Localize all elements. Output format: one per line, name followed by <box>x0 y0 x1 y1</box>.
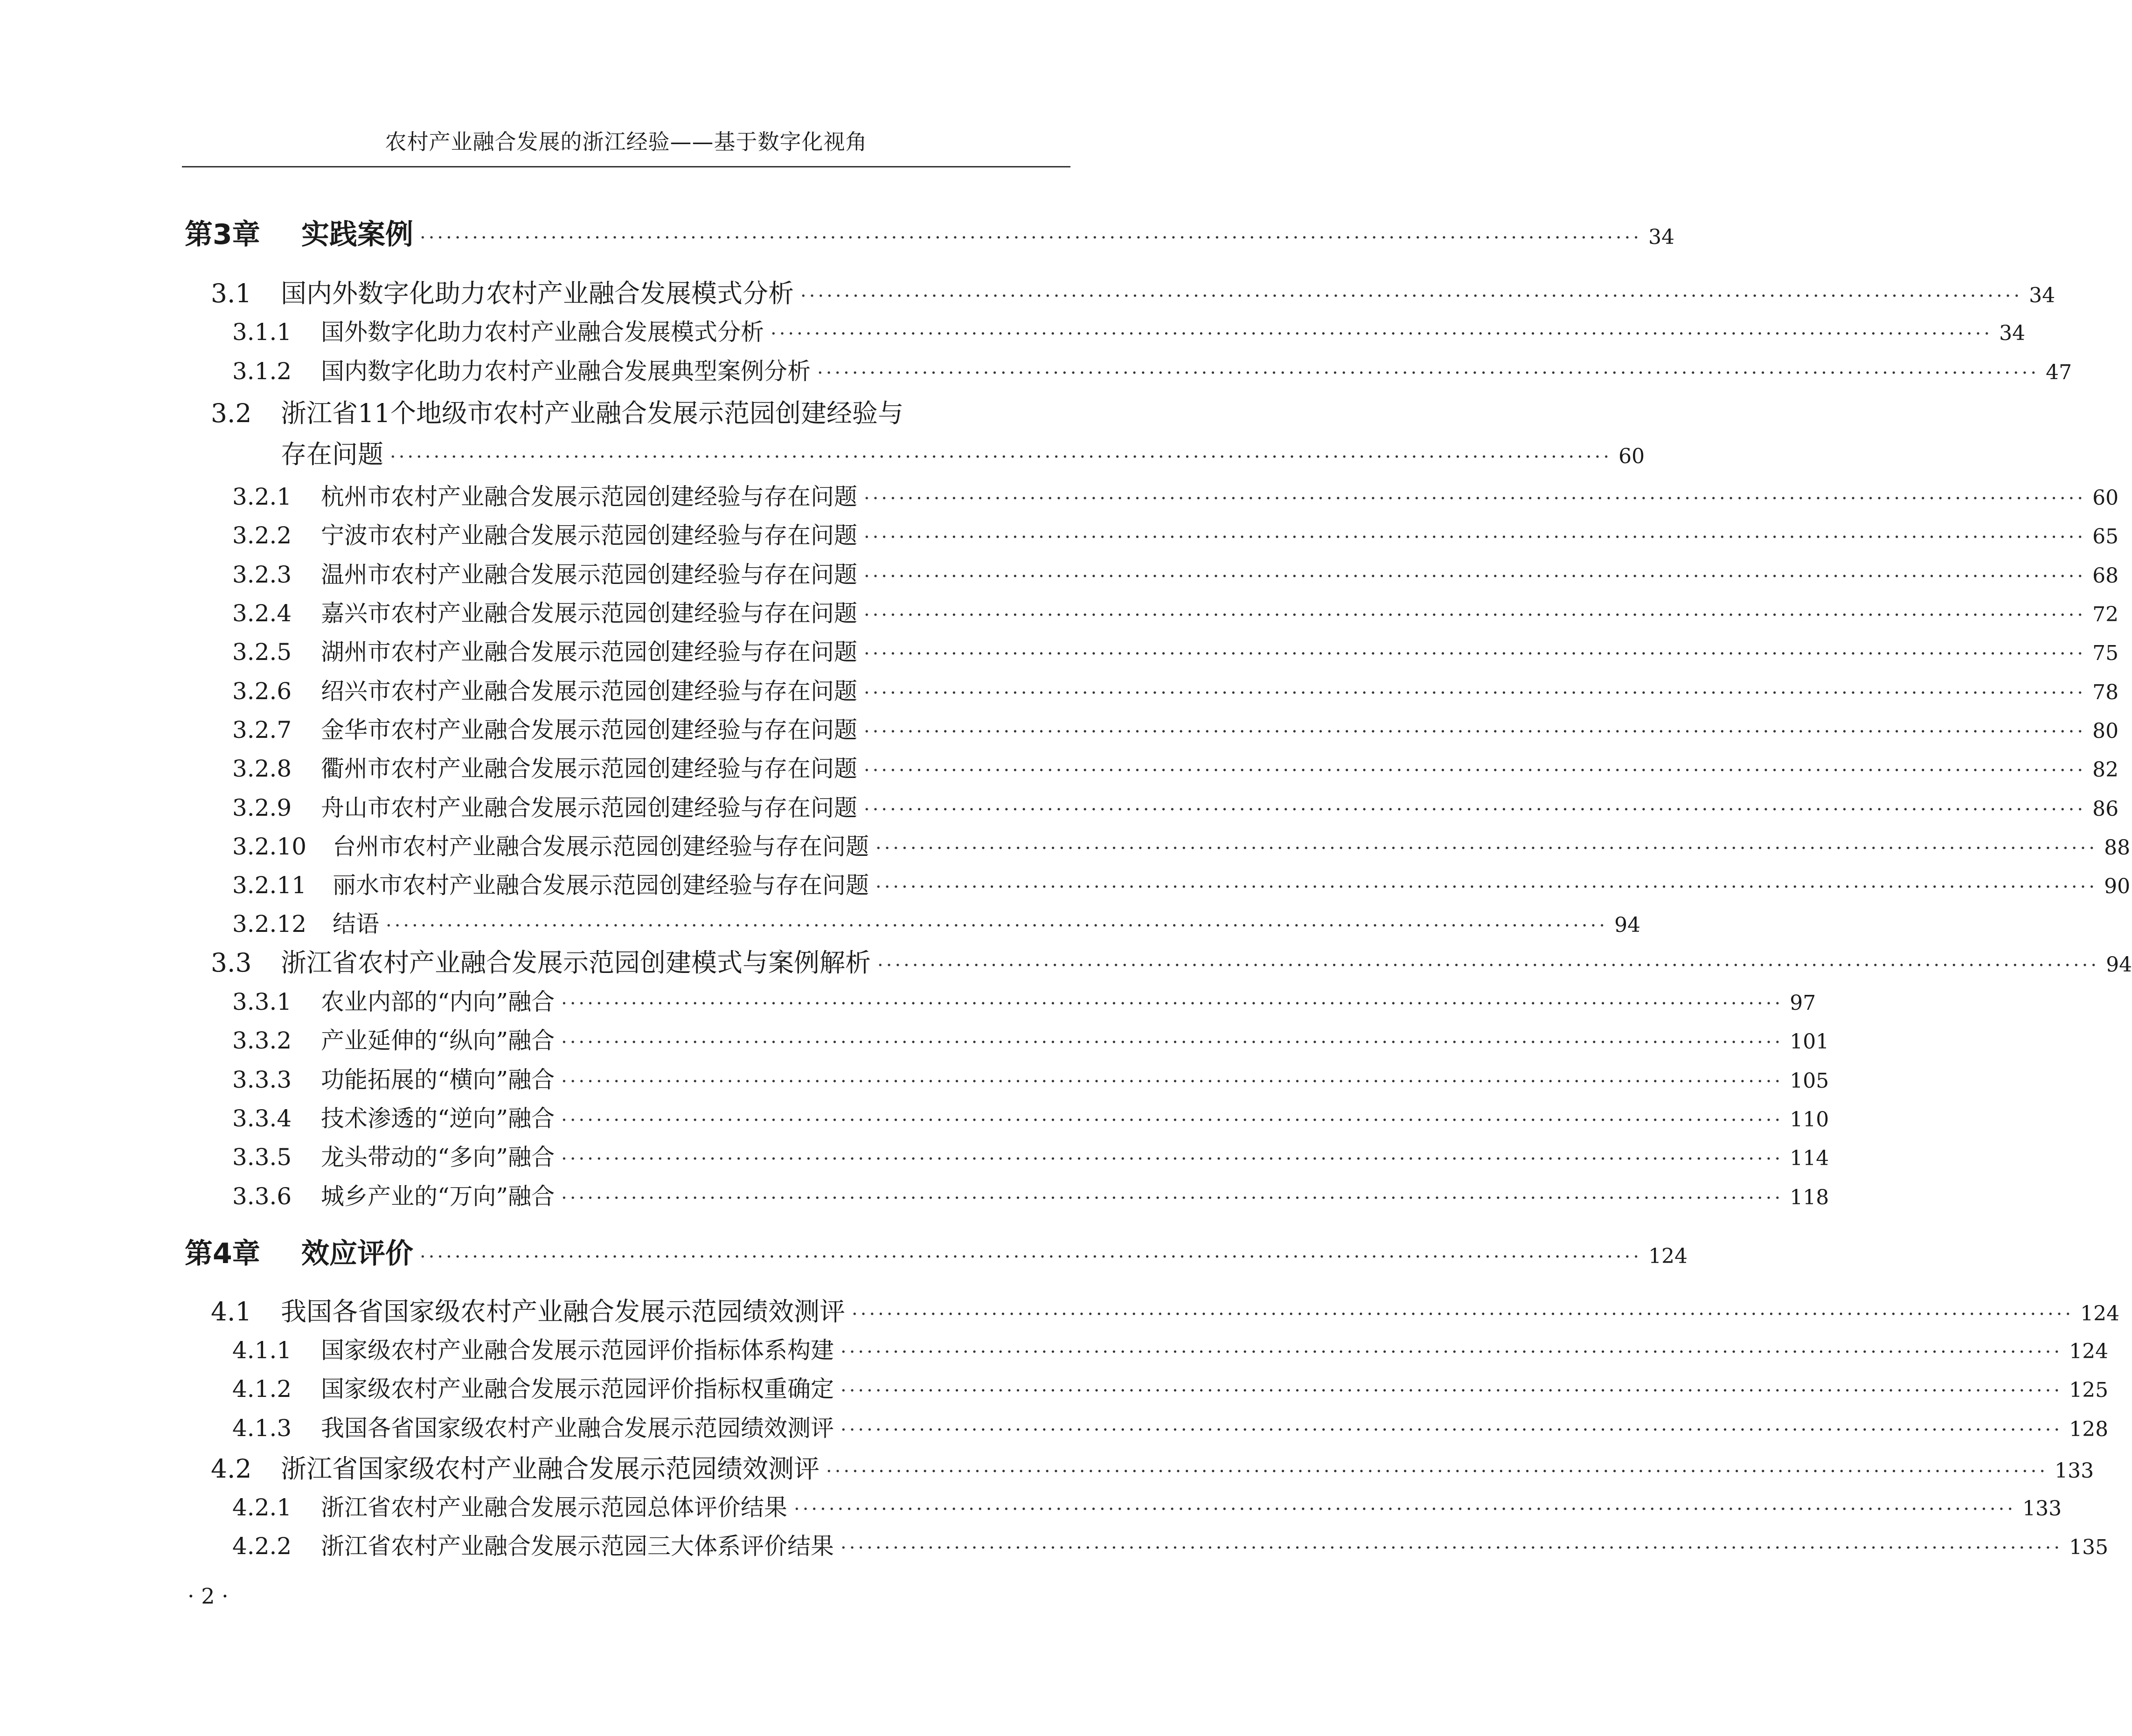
dot-leader: ············································································································································ <box>864 604 2086 626</box>
running-header: 农村产业融合发展的浙江经验——基于数字化视角 <box>385 129 868 154</box>
dot-leader: ············································································································································ <box>420 1246 1642 1268</box>
toc-page-number: 133 <box>2022 1497 2062 1521</box>
dot-leader: ············································································································································ <box>561 993 1784 1014</box>
toc-entry-number: 3.3.6 <box>232 1183 292 1210</box>
toc-entry-title: 衢州市农村产业融合发展示范园创建经验与存在问题 <box>321 755 857 782</box>
toc-entry-sub[interactable] <box>232 750 2119 784</box>
toc-entry-number: 第3章 <box>185 218 260 251</box>
toc-entry-number: 4.2 <box>211 1454 252 1484</box>
toc-entry-title: 效应评价 <box>301 1237 413 1270</box>
toc-page-number: 75 <box>2092 641 2119 665</box>
dot-leader: ············································································································································ <box>875 876 2098 898</box>
dot-leader: ············································································································································ <box>840 1419 2063 1441</box>
toc-entry-title: 舟山市农村产业融合发展示范园创建经验与存在问题 <box>321 794 857 821</box>
toc-entry-chapter[interactable] <box>185 212 1675 252</box>
dot-leader: ············································································································································ <box>386 915 1608 937</box>
toc-entry-section[interactable] <box>211 1448 2094 1485</box>
toc-entry-sub[interactable] <box>232 1178 1829 1211</box>
toc-entry-sub[interactable] <box>232 905 1641 939</box>
toc-page-number: 124 <box>1648 1244 1688 1268</box>
toc-entry-number: 4.1 <box>211 1297 252 1326</box>
toc-entry-sub[interactable] <box>232 633 2119 667</box>
toc-entry-number: 3.3 <box>211 948 252 978</box>
toc-entry-number: 3.2.1 <box>232 483 292 510</box>
toc-page-number: 80 <box>2092 719 2119 743</box>
toc-entry-number: 3.2.2 <box>232 522 292 549</box>
toc-entry-sub[interactable] <box>232 1489 2062 1522</box>
toc-page-number: 34 <box>1648 225 1675 249</box>
toc-entry-number: 4.1.2 <box>232 1375 292 1403</box>
toc-entry-number: 3.1.1 <box>232 319 292 346</box>
toc-entry-title: 国外数字化助力农村产业融合发展模式分析 <box>321 319 764 346</box>
dot-leader: ············································································································································ <box>561 1148 1784 1170</box>
toc-entry-number: 4.1.3 <box>232 1415 292 1442</box>
dot-leader: ············································································································································ <box>561 1032 1784 1053</box>
toc-entry-number: 3.2.3 <box>232 561 292 588</box>
toc-entry-title: 浙江省国家级农村产业融合发展示范园绩效测评 <box>281 1454 820 1484</box>
toc-entry-number: 3.3.4 <box>232 1105 292 1132</box>
dot-leader: ············································································································································ <box>864 643 2086 665</box>
toc-entry-title: 浙江省11个地级市农村产业融合发展示范园创建经验与 <box>281 398 903 428</box>
dot-leader: ············································································································································ <box>852 1304 2074 1325</box>
toc-entry-title: 国内数字化助力农村产业融合发展典型案例分析 <box>321 358 811 385</box>
toc-entry-title: 丽水市农村产业融合发展示范园创建经验与存在问题 <box>333 872 869 899</box>
toc-page-number: 128 <box>2069 1417 2109 1441</box>
toc-page-number: 105 <box>1790 1069 1829 1093</box>
toc-entry-section[interactable] <box>211 273 2056 310</box>
dot-leader: ············································································································································ <box>877 955 2100 976</box>
toc-page-number: 101 <box>1790 1030 1829 1054</box>
toc-entry-number: 3.1 <box>211 278 252 308</box>
toc-page-number: 86 <box>2092 797 2119 821</box>
toc-entry-number: 3.2.5 <box>232 639 292 666</box>
dot-leader: ············································································································································ <box>390 446 1612 468</box>
toc-entry-title: 技术渗透的“逆向”融合 <box>321 1105 555 1132</box>
toc-entry-number: 4.1.1 <box>232 1337 292 1364</box>
toc-entry-title: 杭州市农村产业融合发展示范园创建经验与存在问题 <box>321 483 857 510</box>
toc-entry-title: 我国各省国家级农村产业融合发展示范园绩效测评 <box>321 1415 834 1442</box>
toc-entry-title: 结语 <box>333 910 379 937</box>
toc-page-number: 114 <box>1790 1146 1829 1170</box>
toc-entry-number: 3.2.4 <box>232 600 292 627</box>
dot-leader: ············································································································································ <box>771 323 1993 345</box>
toc-page-number: 60 <box>2092 486 2119 510</box>
toc-entry-sub[interactable] <box>232 673 2119 706</box>
toc-entry-number: 3.2 <box>211 398 252 428</box>
toc-page-number: 94 <box>2106 953 2132 977</box>
toc-entry-title: 绍兴市农村产业融合发展示范园创建经验与存在问题 <box>321 678 857 705</box>
toc-entry-sub[interactable] <box>232 1139 1829 1172</box>
toc-entry-number: 第4章 <box>185 1237 260 1270</box>
toc-page-number: 65 <box>2092 525 2119 549</box>
toc-entry-title: 浙江省农村产业融合发展示范园三大体系评价结果 <box>321 1533 834 1560</box>
toc-entry-sub[interactable] <box>232 556 2119 590</box>
toc-entry-sub[interactable] <box>232 1022 1829 1055</box>
dot-leader: ············································································································································ <box>794 1499 2016 1520</box>
toc-entry-title-continued: 存在问题 <box>281 439 384 469</box>
toc-entry-sub[interactable] <box>232 867 2131 900</box>
toc-page-number: 34 <box>2029 284 2056 307</box>
toc-entry-sub[interactable] <box>232 313 2026 347</box>
toc-entry-sub[interactable] <box>232 1410 2109 1443</box>
toc-page-number: 124 <box>2069 1340 2109 1363</box>
toc-page-number: 34 <box>1999 321 2026 345</box>
toc-entry-number: 3.3.1 <box>232 988 292 1015</box>
header-rule <box>182 166 1070 167</box>
toc-entry-number: 3.3.5 <box>232 1144 292 1171</box>
toc-entry-number: 3.2.10 <box>232 833 307 860</box>
toc-entry-sub[interactable] <box>232 595 2119 628</box>
toc-entry-sub[interactable] <box>232 1100 1829 1133</box>
toc-entry-number: 3.2.12 <box>232 910 307 937</box>
toc-page-number: 68 <box>2092 564 2119 588</box>
toc-page-number: 78 <box>2092 681 2119 704</box>
toc-entry-title: 龙头带动的“多向”融合 <box>321 1144 555 1171</box>
toc-page-number: 60 <box>1618 444 1645 468</box>
toc-entry-title: 农业内部的“内向”融合 <box>321 988 555 1015</box>
toc-page-number: 124 <box>2080 1302 2120 1326</box>
dot-leader: ············································································································································ <box>864 566 2086 587</box>
toc-entry-title: 台州市农村产业融合发展示范园创建经验与存在问题 <box>333 833 869 860</box>
toc-entry-number: 3.2.9 <box>232 794 292 821</box>
toc-entry-title: 国家级农村产业融合发展示范园评价指标体系构建 <box>321 1337 834 1364</box>
toc-page-number: 135 <box>2069 1535 2109 1559</box>
toc-entry-sub[interactable] <box>232 983 1816 1017</box>
toc-entry-section-line2[interactable] <box>281 434 1645 471</box>
dot-leader: ············································································································································ <box>864 721 2086 743</box>
toc-entry-title: 实践案例 <box>301 218 413 251</box>
toc-entry-title: 浙江省农村产业融合发展示范园创建模式与案例解析 <box>281 948 871 978</box>
toc-page-number: 47 <box>2046 361 2072 384</box>
toc-entry-title: 国内外数字化助力农村产业融合发展模式分析 <box>281 278 794 308</box>
toc-entry-title: 我国各省国家级农村产业融合发展示范园绩效测评 <box>281 1297 846 1326</box>
toc-page-number: 88 <box>2104 836 2131 860</box>
dot-leader: ············································································································································ <box>864 682 2086 704</box>
toc-entry-section[interactable] <box>211 1291 2120 1328</box>
dot-leader: ············································································································································ <box>817 362 2040 384</box>
dot-leader: ············································································································································ <box>800 285 2023 307</box>
toc-entry-number: 3.3.2 <box>232 1027 292 1054</box>
dot-leader: ············································································································································ <box>864 488 2086 509</box>
toc-entry-sub[interactable] <box>232 1370 2109 1404</box>
toc-entry-title: 宁波市农村产业融合发展示范园创建经验与存在问题 <box>321 522 857 549</box>
toc-entry-sub[interactable] <box>232 478 2119 512</box>
toc-entry-number: 3.2.11 <box>232 872 307 899</box>
toc-entry-sub[interactable] <box>232 353 2072 386</box>
toc-page-number: 133 <box>2055 1459 2094 1483</box>
toc-page-number: 94 <box>1614 913 1641 937</box>
page-number: · 2 · <box>188 1583 229 1609</box>
toc-page-number: 90 <box>2104 875 2131 898</box>
dot-leader: ············································································································································ <box>864 527 2086 548</box>
toc-page-number: 82 <box>2092 758 2119 782</box>
toc-entry-title: 城乡产业的“万向”融合 <box>321 1183 555 1210</box>
toc-entry-title: 嘉兴市农村产业融合发展示范园创建经验与存在问题 <box>321 600 857 627</box>
toc-page-number: 110 <box>1790 1108 1829 1132</box>
dot-leader: ············································································································································ <box>420 227 1642 249</box>
toc-page-number: 125 <box>2069 1378 2109 1402</box>
toc-entry-number: 4.2.2 <box>232 1533 292 1560</box>
toc-entry-number: 3.2.7 <box>232 716 292 743</box>
toc-entry-number: 3.1.2 <box>232 358 292 385</box>
toc-entry-title: 浙江省农村产业融合发展示范园总体评价结果 <box>321 1494 787 1521</box>
toc-entry-title: 产业延伸的“纵向”融合 <box>321 1027 555 1054</box>
toc-page-number: 97 <box>1790 991 1816 1015</box>
dot-leader: ············································································································································ <box>864 760 2086 781</box>
toc-entry-section[interactable] <box>211 942 2132 979</box>
dot-leader: ············································································································································ <box>864 799 2086 820</box>
toc-entry-number: 3.2.8 <box>232 755 292 782</box>
dot-leader: ············································································································································ <box>840 1537 2063 1559</box>
dot-leader: ············································································································································ <box>840 1341 2063 1363</box>
toc-entry-sub[interactable] <box>232 789 2119 823</box>
dot-leader: ············································································································································ <box>561 1071 1784 1092</box>
toc-entry-section-line1[interactable] <box>211 393 903 430</box>
toc-entry-sub[interactable] <box>232 1332 2109 1365</box>
toc-entry-sub[interactable] <box>232 711 2119 745</box>
toc-page-number: 72 <box>2092 603 2119 626</box>
toc-entry-sub[interactable] <box>232 1528 2109 1561</box>
toc-entry-number: 3.3.3 <box>232 1066 292 1093</box>
toc-entry-title: 温州市农村产业融合发展示范园创建经验与存在问题 <box>321 561 857 588</box>
toc-entry-chapter[interactable] <box>185 1231 1688 1271</box>
dot-leader: ············································································································································ <box>875 838 2098 859</box>
dot-leader: ············································································································································ <box>561 1110 1784 1131</box>
toc-entry-number: 4.2.1 <box>232 1494 292 1521</box>
toc-entry-number: 3.2.6 <box>232 678 292 705</box>
dot-leader: ············································································································································ <box>826 1461 2049 1482</box>
dot-leader: ············································································································································ <box>561 1187 1784 1209</box>
toc-entry-sub[interactable] <box>232 828 2131 861</box>
dot-leader: ············································································································································ <box>840 1380 2063 1402</box>
toc-entry-sub[interactable] <box>232 517 2119 550</box>
toc-entry-title: 功能拓展的“横向”融合 <box>321 1066 555 1093</box>
toc-page-number: 118 <box>1790 1186 1829 1209</box>
toc-entry-title: 金华市农村产业融合发展示范园创建经验与存在问题 <box>321 716 857 743</box>
toc-entry-title: 国家级农村产业融合发展示范园评价指标权重确定 <box>321 1375 834 1403</box>
toc-entry-title: 湖州市农村产业融合发展示范园创建经验与存在问题 <box>321 639 857 666</box>
toc-entry-sub[interactable] <box>232 1061 1829 1095</box>
